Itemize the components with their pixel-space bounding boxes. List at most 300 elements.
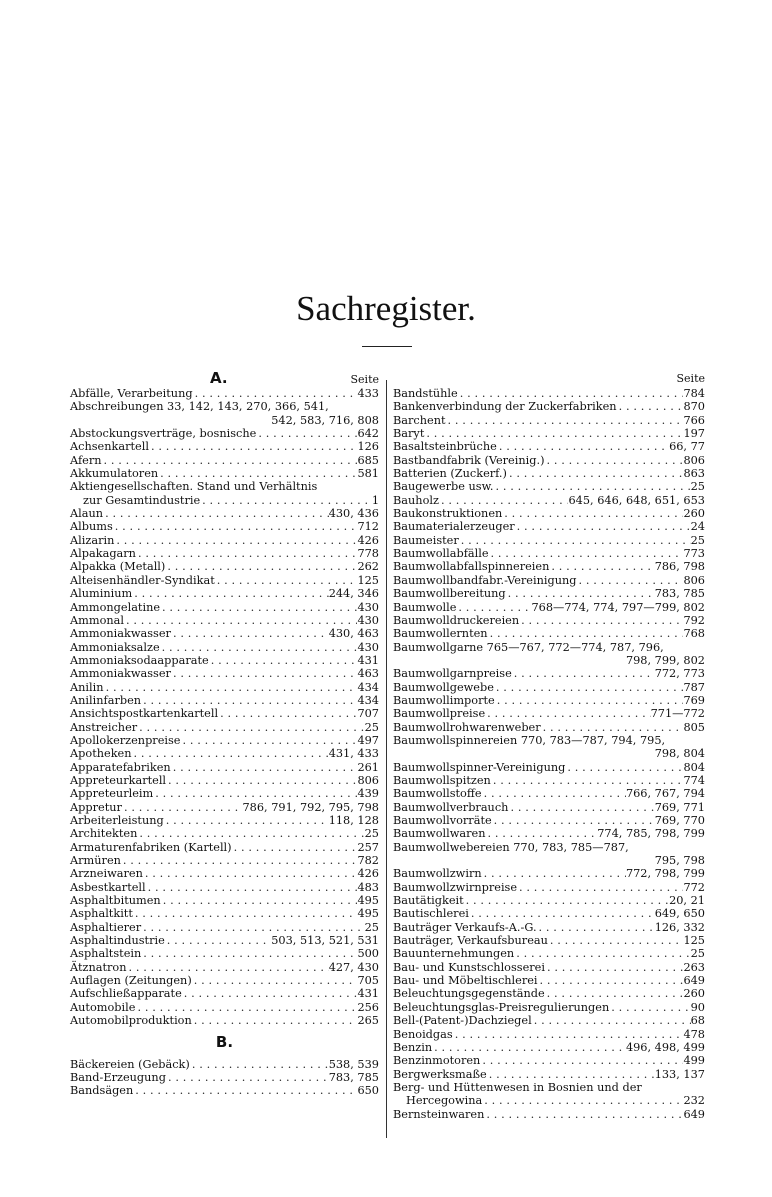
leader-dots — [506, 587, 655, 600]
entry-pages: 705 — [357, 974, 379, 988]
entry-pages: 774, 785, 798, 799 — [597, 827, 705, 841]
leader-dots — [136, 547, 357, 560]
index-entry — [70, 400, 379, 413]
index-entry — [70, 520, 379, 533]
entry-term: Apparatefabriken — [70, 760, 171, 774]
entry-term: Alpakagarn — [70, 547, 136, 561]
entry-pages: 500 — [357, 947, 379, 961]
leader-dots — [166, 1071, 329, 1084]
entry-pages: 24 — [690, 520, 705, 534]
leader-dots — [565, 761, 683, 774]
entry-pages: 426 — [357, 533, 379, 547]
index-entry — [70, 801, 379, 814]
index-entry — [393, 907, 705, 920]
index-entry — [393, 721, 705, 734]
leader-dots — [514, 947, 690, 960]
entry-pages: 90 — [690, 1000, 705, 1014]
leader-dots — [166, 774, 357, 787]
index-entry — [393, 587, 705, 600]
entry-term: Apollokerzenpreise — [70, 733, 181, 747]
index-entry — [70, 587, 379, 600]
entry-term: Asbestkartell — [70, 880, 146, 894]
entry-term: Aktiengesellschaften. Stand und Verhältnis — [70, 480, 318, 494]
entry-term: Bautischlerei — [393, 907, 469, 921]
entry-term: Afern — [70, 453, 102, 467]
index-entry — [70, 534, 379, 547]
leader-dots — [103, 507, 329, 520]
entry-term: Baumaterialerzeuger — [393, 520, 515, 534]
index-entry — [70, 1071, 379, 1084]
leader-dots — [541, 721, 684, 734]
index-entry — [70, 987, 379, 1000]
entry-pages: 783, 785 — [328, 1070, 379, 1084]
index-entry — [70, 787, 379, 800]
leader-dots — [446, 414, 684, 427]
index-entry — [393, 707, 705, 720]
entry-term: Bergwerksmaße — [393, 1067, 487, 1081]
entry-pages: 25 — [364, 920, 379, 934]
index-entry — [70, 947, 379, 960]
index-entry — [70, 1001, 379, 1014]
index-entry — [393, 787, 705, 800]
entry-term: Aufschließapparate — [70, 987, 182, 1001]
entry-term: Baumwollwaren — [393, 827, 486, 841]
entry-term: Alaun — [70, 507, 104, 521]
entry-term: Baugewerbe usw. — [393, 480, 494, 494]
index-entry — [393, 1001, 705, 1014]
entry-pages: 782 — [357, 854, 379, 868]
entry-pages: 649 — [683, 974, 705, 988]
entry-pages: 503, 513, 521, 531 — [271, 934, 379, 948]
index-entry — [393, 627, 705, 640]
entry-term: Baumwollzwirnpreise — [393, 880, 518, 894]
index-entry — [70, 641, 379, 654]
entry-term: Baumwolldruckereien — [393, 613, 520, 627]
leader-dots — [537, 921, 655, 934]
index-entry — [393, 400, 705, 413]
entry-term: Ammoniaksodaapparate — [70, 653, 209, 667]
index-entry — [70, 614, 379, 627]
entry-term: Achsenkartell — [70, 440, 149, 454]
entry-pages: 769 — [683, 693, 705, 707]
leader-dots — [158, 467, 357, 480]
index-entry — [393, 414, 705, 427]
entry-term: Ammoniaksalze — [70, 640, 160, 654]
section-letter: A. — [210, 369, 228, 387]
leader-dots — [182, 987, 358, 1000]
entry-pages: 244, 346 — [328, 587, 379, 601]
entry-pages: 685 — [357, 453, 379, 467]
index-entry — [393, 480, 705, 493]
leader-dots — [143, 867, 358, 880]
entry-pages: 433 — [357, 387, 379, 400]
index-entry — [393, 560, 705, 573]
entry-pages: 795, 798 — [654, 854, 705, 868]
leader-dots — [484, 1108, 683, 1121]
index-entry — [70, 707, 379, 720]
index-entry — [70, 694, 379, 707]
entry-pages: 125 — [357, 573, 379, 587]
entry-pages: 772, 773 — [654, 667, 705, 681]
entry-term: Bauträger, Verkaufsbureau — [393, 934, 548, 948]
index-entry — [70, 654, 379, 667]
leader-dots — [180, 734, 357, 747]
index-entry — [393, 454, 705, 467]
entry-pages: 25 — [364, 827, 379, 841]
entry-term: Ammoniakwasser — [70, 667, 171, 681]
entry-pages: 768—774, 774, 797—799, 802 — [531, 600, 705, 614]
entry-pages: 434 — [357, 680, 379, 694]
leader-dots — [137, 827, 364, 840]
leader-dots — [424, 427, 683, 440]
entry-term: Baumwollgarne 765—767, 772—774, 787, 796, — [393, 640, 664, 654]
index-entry — [393, 467, 705, 480]
entry-pages: 806 — [357, 773, 379, 787]
leader-dots — [137, 721, 364, 734]
index-entry — [393, 387, 705, 400]
entry-pages: 649, 650 — [654, 907, 705, 921]
entry-term: Akkumulatoren — [70, 467, 159, 481]
leader-dots — [494, 480, 691, 493]
leader-dots — [113, 520, 358, 533]
leader-dots — [141, 921, 364, 934]
column-header — [70, 369, 379, 387]
entry-term: Baumwolle — [393, 600, 457, 614]
entry-pages: 784 — [683, 387, 705, 400]
leader-dots — [132, 747, 329, 760]
entry-term: Arbeiterleistung — [70, 814, 164, 827]
entry-pages: 783, 785 — [654, 587, 705, 601]
leader-dots — [577, 574, 684, 587]
index-entry — [393, 1081, 705, 1094]
entry-term: Baumwollspinnereien 770, 783—787, 794, 795, — [393, 733, 666, 747]
leader-dots — [192, 974, 358, 987]
entry-pages: 772, 798, 799 — [625, 867, 705, 881]
index-entry — [70, 921, 379, 934]
entry-pages: 431 — [357, 987, 379, 1001]
leader-dots — [545, 961, 683, 974]
entry-term: Bandsägen — [70, 1084, 134, 1098]
leader-dots — [164, 814, 329, 827]
index-entry — [70, 574, 379, 587]
entry-pages: 499 — [683, 1054, 705, 1068]
entry-pages: 778 — [357, 547, 379, 561]
leader-dots — [532, 1014, 691, 1027]
index-entry — [70, 480, 379, 493]
entry-term: Ätznatron — [70, 960, 127, 974]
index-entry — [393, 641, 705, 654]
index-column-left — [70, 369, 379, 1098]
leader-dots — [135, 1001, 357, 1014]
entry-term: Abstockungsverträge, bosnische — [70, 427, 257, 441]
index-entry — [70, 681, 379, 694]
entry-term: Baumeister — [393, 533, 459, 547]
entry-pages: 870 — [683, 400, 705, 414]
entry-term: Baumwollpreise — [393, 707, 486, 721]
leader-dots — [104, 681, 358, 694]
entry-pages: 798, 804 — [654, 747, 705, 761]
entry-term: Bastbandfabrik (Vereinig.) — [393, 453, 545, 467]
entry-pages: 256 — [357, 1000, 379, 1014]
index-entry — [393, 1041, 705, 1054]
column-divider — [386, 380, 387, 1138]
entry-pages: 118, 128 — [328, 814, 379, 827]
index-entry — [393, 854, 705, 867]
leader-dots — [190, 1058, 329, 1071]
index-entry — [70, 427, 379, 440]
index-column-right — [393, 372, 705, 1121]
index-entry — [70, 1084, 379, 1097]
entry-term: Baumwollgewebe — [393, 680, 494, 694]
entry-term: Hercegowina — [406, 1094, 483, 1108]
index-entry — [70, 560, 379, 573]
entry-pages: 25 — [364, 720, 379, 734]
entry-pages: 804 — [683, 760, 705, 774]
entry-term: Asphaltindustrie — [70, 934, 165, 948]
entry-term: Bau- und Kunstschlosserei — [393, 960, 545, 974]
entry-term: Asphaltbitumen — [70, 894, 161, 908]
entry-pages: 260 — [683, 987, 705, 1001]
entry-pages: 495 — [357, 894, 379, 908]
index-entry — [393, 987, 705, 1000]
index-entry — [393, 1014, 705, 1027]
entry-pages: 463 — [357, 667, 379, 681]
entry-pages: 25 — [690, 480, 705, 494]
entry-term: Bau- und Möbeltischlerei — [393, 974, 538, 988]
entry-pages: 260 — [683, 507, 705, 521]
index-entry — [393, 761, 705, 774]
entry-pages: 427, 430 — [328, 960, 379, 974]
leader-dots — [218, 707, 357, 720]
entry-pages: 261 — [357, 760, 379, 774]
leader-dots — [126, 961, 328, 974]
entry-pages: 430, 436 — [328, 507, 379, 521]
leader-dots — [544, 454, 683, 467]
index-entry — [393, 814, 705, 827]
leader-dots — [160, 641, 358, 654]
entry-term: Aluminium — [70, 587, 133, 601]
leader-dots — [491, 774, 684, 787]
entry-term: Baumwollstoffe — [393, 787, 482, 801]
entry-pages: 806 — [683, 453, 705, 467]
index-entry — [393, 1094, 705, 1107]
index-entry — [70, 1014, 379, 1027]
entry-term: Bernsteinwaren — [393, 1107, 485, 1121]
index-entry — [393, 841, 705, 854]
index-entry — [393, 507, 705, 520]
entry-pages: 769, 771 — [654, 800, 705, 814]
leader-dots — [482, 1094, 683, 1107]
entry-pages: 497 — [357, 733, 379, 747]
index-entry — [70, 414, 379, 427]
entry-term: Abschreibungen 33, 142, 143, 270, 366, 541, — [70, 400, 329, 414]
leader-dots — [482, 867, 626, 880]
leader-dots — [122, 801, 243, 814]
entry-term: Appretur — [70, 800, 122, 814]
leader-dots — [480, 1054, 683, 1067]
entry-pages: 798, 799, 802 — [625, 653, 705, 667]
index-entry — [70, 387, 379, 400]
entry-term: Baumwollabfälle — [393, 547, 489, 561]
entry-pages: 772 — [683, 880, 705, 894]
leader-dots — [548, 934, 684, 947]
index-entry — [393, 614, 705, 627]
entry-term: Baumwollspitzen — [393, 773, 491, 787]
index-entry — [393, 427, 705, 440]
index-entry — [70, 974, 379, 987]
entry-pages: 257 — [357, 840, 379, 854]
entry-term: Bäckereien (Gebäck) — [70, 1057, 190, 1071]
entry-pages: 20, 21 — [669, 894, 705, 908]
entry-pages: 232 — [683, 1094, 705, 1108]
entry-term: Anstreicher — [70, 720, 138, 734]
leader-dots — [453, 1028, 684, 1041]
entry-term: Bell-(Patent-)Dachziegel — [393, 1014, 532, 1028]
entry-pages: 426 — [357, 867, 379, 881]
entry-pages: 773 — [683, 547, 705, 561]
leader-dots — [133, 1084, 357, 1097]
leader-dots — [133, 907, 358, 920]
index-entry — [393, 1068, 705, 1081]
leader-dots — [121, 854, 358, 867]
entry-term: Bankenverbindung der Zuckerfabriken — [393, 400, 617, 414]
entry-term: Armüren — [70, 854, 121, 868]
entry-term: Barchent — [393, 413, 446, 427]
index-entry — [70, 774, 379, 787]
index-entry — [393, 667, 705, 680]
index-entry — [393, 654, 705, 667]
page-title: Sachregister. — [296, 289, 476, 328]
entry-term: Baumwollgarnpreise — [393, 667, 512, 681]
index-entry — [70, 841, 379, 854]
leader-dots — [492, 814, 655, 827]
entry-pages: 483 — [357, 880, 379, 894]
leader-dots — [192, 1014, 358, 1027]
index-entry — [393, 681, 705, 694]
entry-pages: 766 — [683, 413, 705, 427]
index-entry — [70, 440, 379, 453]
index-entry — [70, 721, 379, 734]
entry-term: Benzin — [393, 1040, 433, 1054]
entry-pages: 774 — [683, 773, 705, 787]
entry-pages: 792 — [683, 613, 705, 627]
entry-term: Apotheken — [70, 747, 132, 761]
index-entry — [70, 907, 379, 920]
index-entry — [393, 694, 705, 707]
entry-pages: 478 — [683, 1027, 705, 1041]
index-entry — [70, 867, 379, 880]
leader-dots — [495, 694, 684, 707]
leader-dots — [161, 894, 358, 907]
leader-dots — [439, 494, 568, 507]
entry-pages: 712 — [357, 520, 379, 534]
leader-dots — [458, 387, 684, 400]
entry-term: Ammonal — [70, 613, 125, 627]
entry-pages: 766, 767, 794 — [625, 787, 705, 801]
entry-term: Auflagen (Zeitungen) — [70, 974, 192, 988]
index-entry — [393, 974, 705, 987]
entry-term: Benzinmotoren — [393, 1054, 481, 1068]
entry-term: Anilin — [70, 680, 104, 694]
leader-dots — [515, 520, 691, 533]
entry-pages: 806 — [683, 573, 705, 587]
entry-term: Alizarin — [70, 533, 115, 547]
entry-pages: 581 — [357, 467, 379, 481]
leader-dots — [488, 627, 684, 640]
leader-dots — [102, 454, 358, 467]
column-header — [393, 372, 705, 387]
index-entry — [70, 961, 379, 974]
index-entry — [70, 761, 379, 774]
leader-dots — [617, 400, 684, 413]
leader-dots — [464, 894, 669, 907]
entry-term: Ammoniakwasser — [70, 627, 171, 641]
leader-dots — [507, 467, 684, 480]
leader-dots — [482, 787, 626, 800]
entry-pages: 262 — [357, 560, 379, 574]
entry-term: Abfälle, Verarbeitung — [70, 387, 193, 400]
index-entry — [393, 961, 705, 974]
leader-dots — [256, 427, 357, 440]
index-entry — [70, 507, 379, 520]
entry-pages: 263 — [683, 960, 705, 974]
entry-pages: 1 — [371, 493, 379, 507]
entry-term: zur Gesamtindustrie — [83, 493, 201, 507]
index-entry — [393, 534, 705, 547]
index-entry — [70, 894, 379, 907]
seite-label: Seite — [350, 373, 379, 386]
entry-pages: 133, 137 — [654, 1067, 705, 1081]
entry-term: Asphaltkitt — [70, 907, 133, 921]
leader-dots — [171, 667, 357, 680]
entry-pages: 434 — [357, 693, 379, 707]
leader-dots — [494, 681, 684, 694]
entry-pages: 431, 433 — [328, 747, 379, 761]
index-entry — [70, 734, 379, 747]
index-entry — [70, 747, 379, 760]
entry-pages: 805 — [683, 720, 705, 734]
entry-term: Baumwollimporte — [393, 693, 495, 707]
entry-pages: 649 — [683, 1107, 705, 1121]
index-entry — [393, 1108, 705, 1121]
entry-term: Beleuchtungsgegenstände — [393, 987, 545, 1001]
entry-pages: 707 — [357, 707, 379, 721]
entry-term: Beleuchtungsglas-Preisregulierungen — [393, 1000, 610, 1014]
entry-pages: 430 — [357, 640, 379, 654]
entry-term: Automobile — [70, 1000, 136, 1014]
index-entry — [393, 520, 705, 533]
entry-term: Asphaltstein — [70, 947, 142, 961]
index-entry — [393, 881, 705, 894]
entry-pages: 265 — [357, 1014, 379, 1028]
leader-dots — [193, 387, 358, 400]
leader-dots — [456, 601, 531, 614]
entry-pages: 642 — [357, 427, 379, 441]
index-entry — [393, 601, 705, 614]
leader-dots — [141, 947, 357, 960]
entry-pages: 431 — [357, 653, 379, 667]
leader-dots — [209, 654, 358, 667]
entry-pages: 430, 463 — [328, 627, 379, 641]
index-entry — [70, 494, 379, 507]
leader-dots — [432, 1041, 626, 1054]
entry-term: Basaltsteinbrüche — [393, 440, 497, 454]
leader-dots — [469, 907, 655, 920]
entry-term: Ammongelatine — [70, 600, 161, 614]
entry-term: Bauträger Verkaufs-A.-G. — [393, 920, 537, 934]
leader-dots — [489, 547, 684, 560]
leader-dots — [165, 560, 357, 573]
